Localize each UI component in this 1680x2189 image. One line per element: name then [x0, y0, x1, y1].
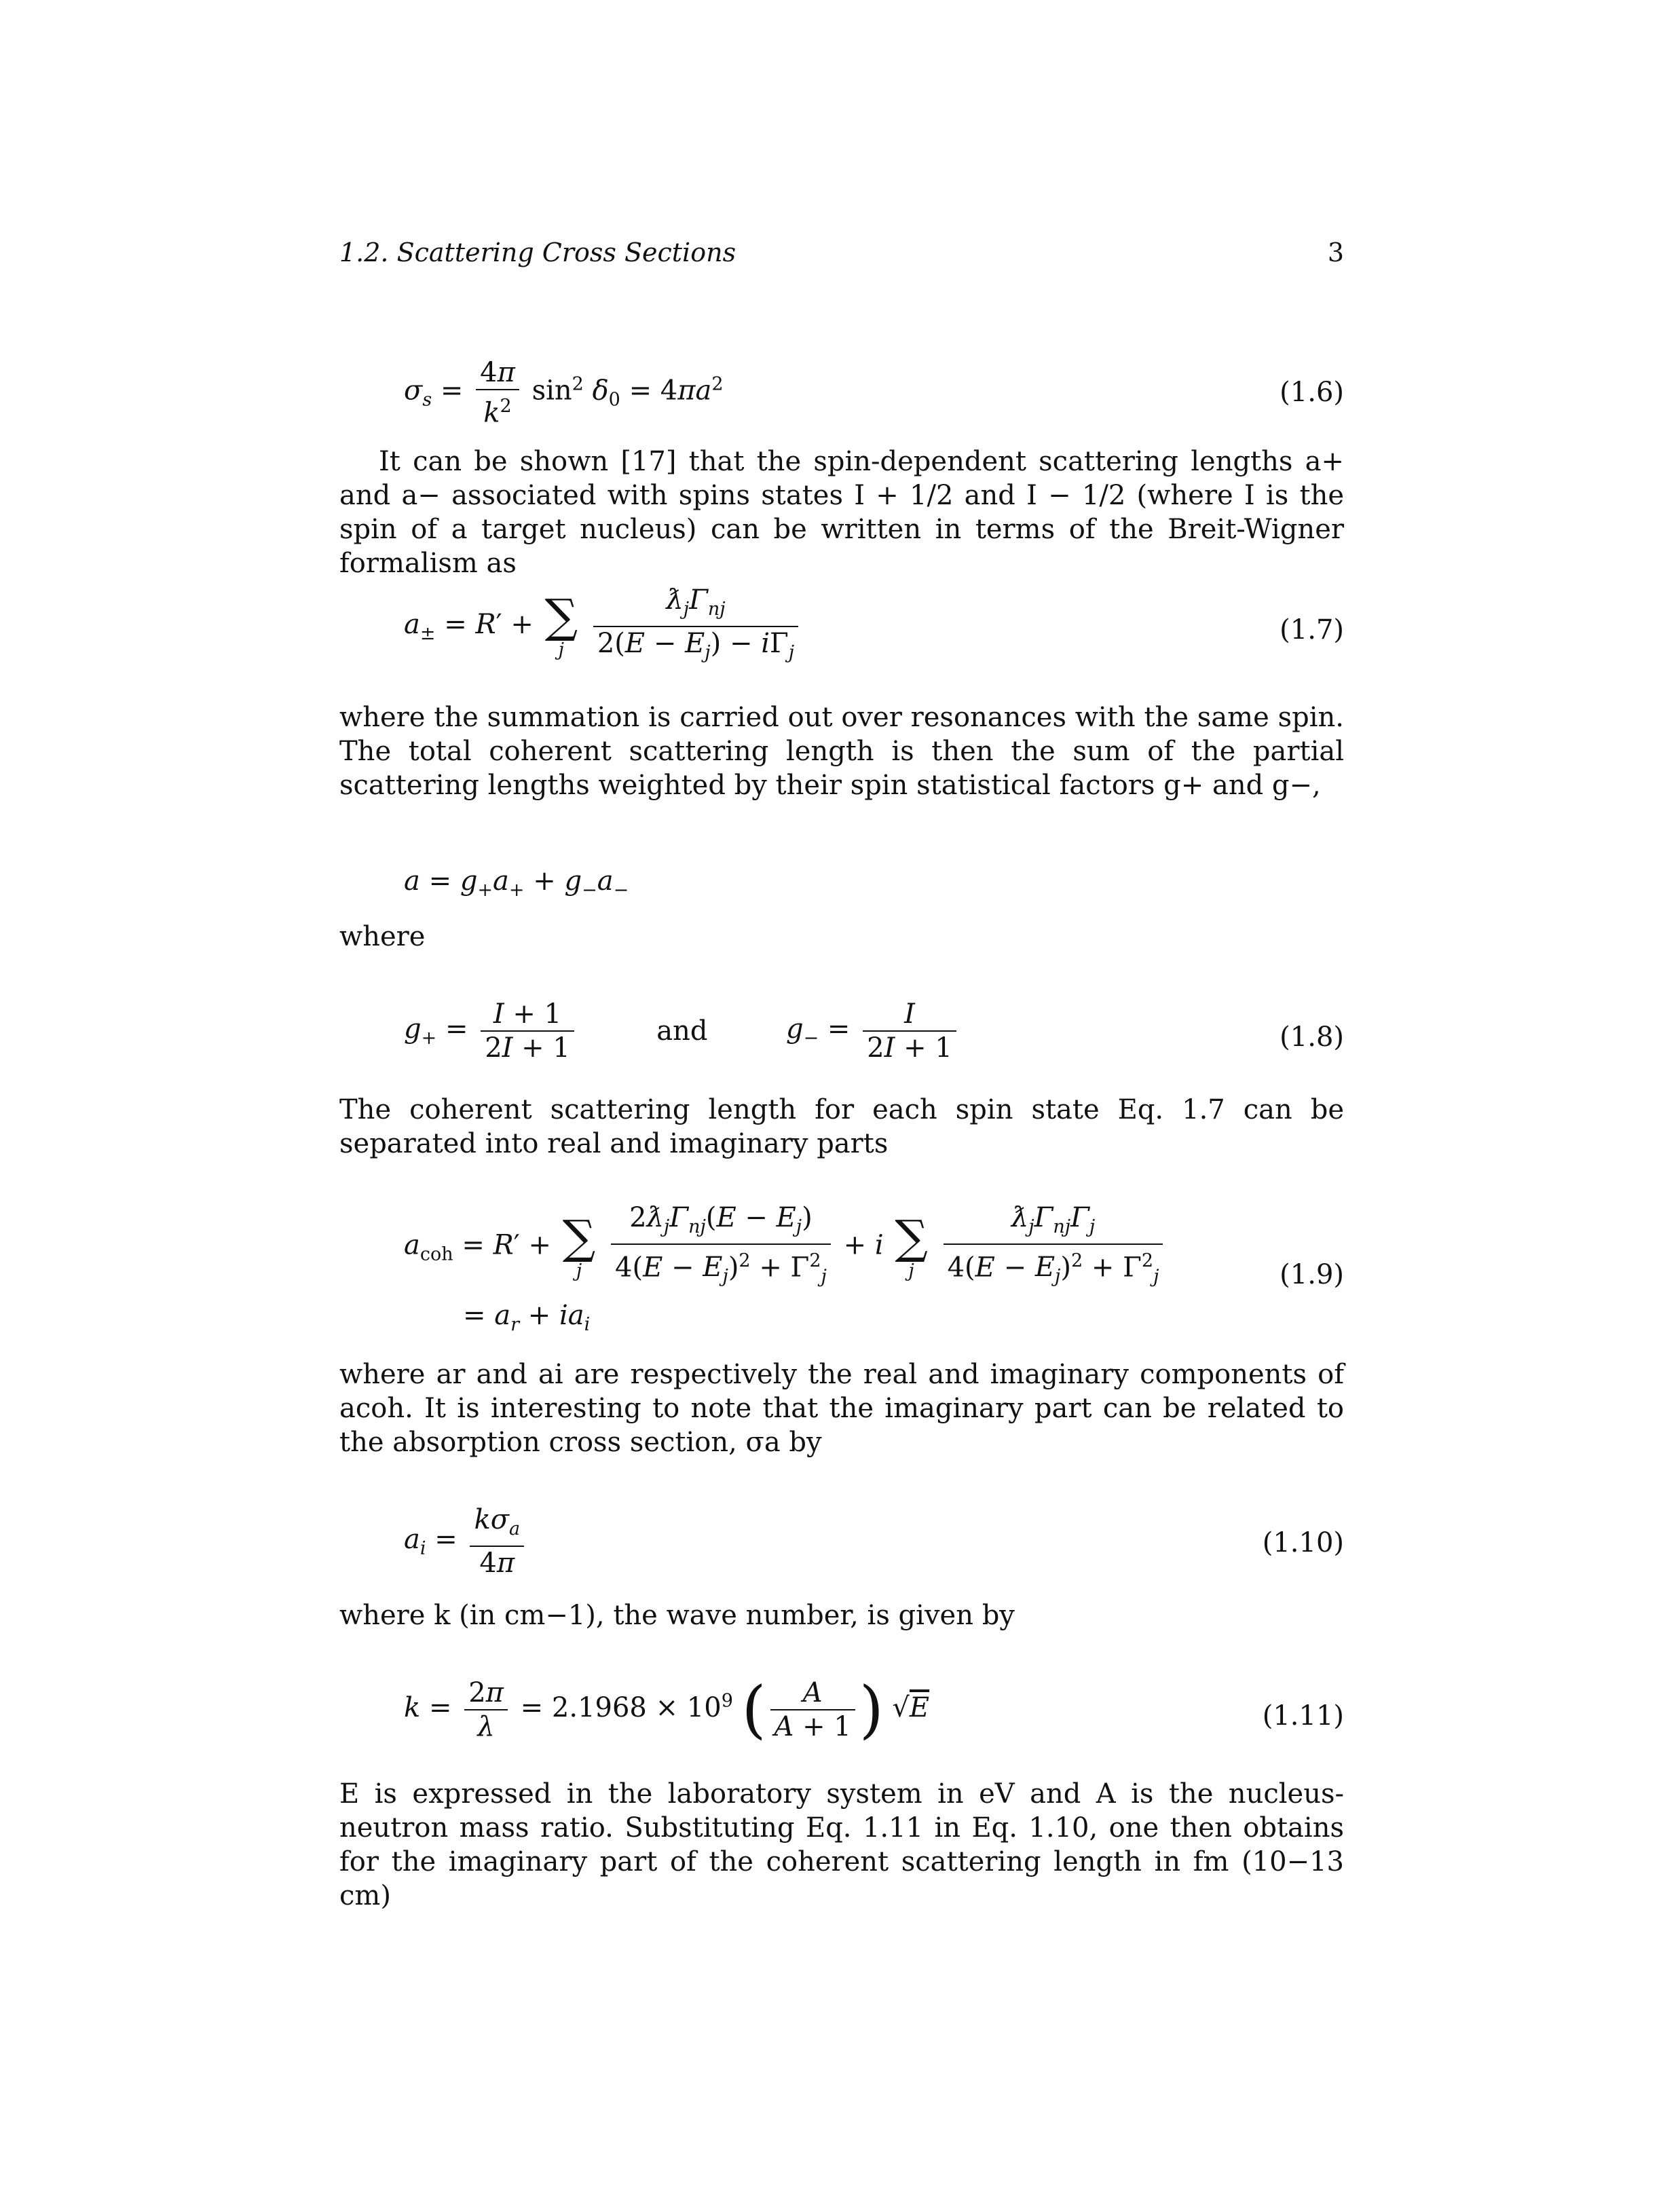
equation-number: (1.9): [1280, 1259, 1344, 1290]
equation-1-6: $\sigma_s$ = $\frac{4\pi}{k^2}$ $\sin^2 \delta_0 = 4\pi a^2$ (1.6): [404, 357, 1344, 429]
equation-number: (1.11): [1262, 1700, 1344, 1732]
section-title: 1.2. Scattering Cross Sections: [339, 238, 736, 267]
paragraph-5: where ar and ai are respectively the real and imaginary components of acoh. It is interesting to note that the imaginary part can be related to the absorption cross section, σa by: [339, 1359, 1344, 1458]
page-number: 3: [1327, 238, 1344, 267]
equation-1-10: $a_i$ = $\frac{k\sigma_a}{4\pi}$ (1.10): [404, 1504, 1344, 1579]
equation-number: (1.6): [1280, 377, 1344, 408]
equation-total-scattering-length: $a = g_+a_+ + g_-a_-$: [404, 865, 629, 901]
equation-number: (1.7): [1280, 614, 1344, 646]
paragraph-3: where: [339, 921, 426, 952]
equation-number: (1.8): [1280, 1022, 1344, 1053]
equation-1-9: $a_{coh} = R'$ + ∑ j $\frac{2ƛ_j\Gamma_{nj}(E - E_j)}{4(E - E_j)^2 + \Gamma^2_j}$ + i ∑ j $\frac{ƛ_j\Gamma_{nj}\Gamma_j}{4(E - E_j)^2 + \Gamma^2_j}$ = $a_r + ia_i$ (1.9): [404, 1202, 1344, 1335]
equation-number: (1.10): [1262, 1527, 1344, 1558]
paragraph-7: E is expressed in the laboratory system in eV and A is the nucleus-neutron mass ratio. Substituting Eq. 1.11 in Eq. 1.10, one then obtains for the imaginary part of the coherent scattering length in fm (10−13 cm): [339, 1778, 1344, 1911]
paragraph-6: where k (in cm−1), the wave number, is given by: [339, 1600, 1015, 1631]
paragraph-4: The coherent scattering length for each spin state Eq. 1.7 can be separated into real and imaginary parts: [339, 1094, 1344, 1159]
paragraph-1: It can be shown [17] that the spin-dependent scattering lengths a+ and a− associated with spins states I + 1/2 and I − 1/2 (where I is the spin of a target nucleus) can be written in terms of the Breit-Wigner formalism as: [339, 446, 1344, 579]
paragraph-2: where the summation is carried out over resonances with the same spin. The total coherent scattering length is then the sum of the partial scattering lengths weighted by their spin statistical factors g+ and g−,: [339, 702, 1344, 801]
equation-1-11: k = $\frac{2\pi}{\lambda}$ = $2.1968 \times 10^9$ ( $\frac{A}{A + 1}$ ) √E (1.11): [404, 1673, 1344, 1746]
running-header: [339, 238, 1344, 278]
and-connector: and: [656, 1015, 708, 1047]
equation-1-7: $a_\pm = R'$ + ∑ j $\frac{ƛ_j\Gamma_{nj}}{2(E - E_j) - i\Gamma_j}$ (1.7): [404, 584, 1344, 663]
equation-1-8: $g_+$ = $\frac{I + 1}{2I + 1}$ and $g_-$ = $\frac{I}{2I + 1}$ (1.8): [404, 998, 1344, 1064]
